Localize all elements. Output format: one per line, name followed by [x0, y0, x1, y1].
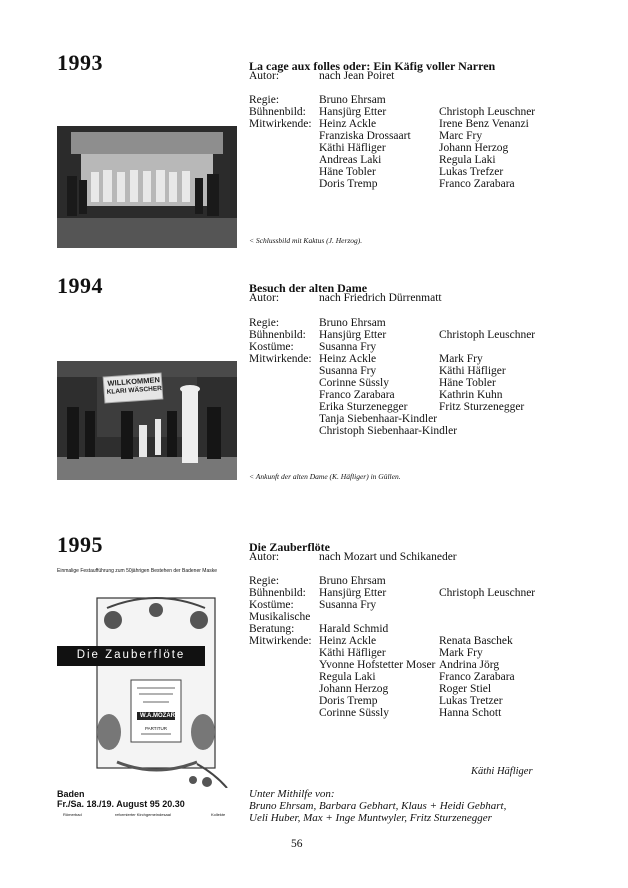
poster-banner-text: Die Zauberflöte: [76, 649, 186, 661]
photo-schlussbild: [57, 126, 237, 248]
cast-name: Johann Herzog: [439, 142, 509, 154]
author-label: Autor:: [249, 292, 280, 304]
cast-name: Franco Zarabara: [319, 389, 395, 401]
banner-line: KLARI WÄSCHER: [106, 385, 163, 396]
banner-line: WILLKOMMEN: [107, 375, 161, 388]
poster-engraving: [57, 592, 237, 788]
cast-name: Doris Tremp: [319, 178, 378, 190]
cast-name: Heinz Ackle: [319, 118, 377, 130]
cast-name: Regula Laki: [439, 154, 496, 166]
photo-alte-dame: [57, 361, 237, 480]
cast-name: Andreas Laki: [319, 154, 382, 166]
role-name: Bruno Ehrsam: [319, 575, 386, 587]
cast-name: Häne Tobler: [439, 377, 496, 389]
page-number: 56: [291, 838, 303, 850]
author-value: nach Friedrich Dürrenmatt: [319, 292, 442, 304]
author-value: nach Mozart und Schikaneder: [319, 551, 457, 563]
cast-name: Heinz Ackle: [319, 635, 377, 647]
role-name: Bruno Ehrsam: [319, 94, 386, 106]
cast-name: Susanna Fry: [319, 365, 377, 377]
year-1993: 1993: [57, 50, 103, 75]
cast-name: Lukas Trefzer: [439, 166, 504, 178]
role-label: Mitwirkende:: [249, 353, 312, 365]
author-signature: Käthi Häfliger: [471, 766, 533, 777]
cast-name: Corinne Süssly: [319, 377, 389, 389]
title-1994: Besuch der alten Dame: [249, 281, 368, 295]
poster-footer-left: Römerbad: [63, 812, 82, 817]
photo-caption: < Ankunft der alten Dame (K. Häfliger) in Güllen.: [249, 472, 401, 481]
role-name: Harald Schmid: [319, 623, 389, 635]
photo-caption: < Schlussbild mit Kaktus (J. Herzog).: [249, 236, 363, 245]
cast-name: Marc Fry: [439, 130, 483, 142]
poster-score-composer-visible: W.A.MOZART: [140, 713, 179, 719]
cast-name: Christoph Leuschner: [439, 106, 536, 118]
role-name: Hansjürg Etter: [319, 587, 387, 599]
cast-name: Christoph Siebenhaar-Kindler: [319, 425, 458, 437]
poster-header: Einmalige Festaufführung zum 50jährigen Bestehen der Badener Maske: [57, 568, 218, 574]
role-label: Bühnenbild:: [249, 587, 306, 599]
role-label: Mitwirkende:: [249, 118, 312, 130]
role-label: Mitwirkende:: [249, 635, 312, 647]
title-1993: La cage aux folles oder: Ein Käfig voller Narren: [249, 59, 496, 73]
cast-name: Christoph Leuschner: [439, 329, 536, 341]
role-name: Hansjürg Etter: [319, 106, 387, 118]
cast-name: Käthi Häfliger: [319, 647, 386, 659]
cast-name: Tanja Siebenhaar-Kindler: [319, 413, 438, 425]
cast-name: Heinz Ackle: [319, 353, 377, 365]
role-label: Musikalische: [249, 611, 311, 623]
role-name: Hansjürg Etter: [319, 329, 387, 341]
helpers-heading: Unter Mithilfe von:: [249, 788, 335, 800]
cast-name: Mark Fry: [439, 647, 483, 659]
year-1995: 1995: [57, 532, 103, 557]
cast-name: Johann Herzog: [319, 683, 389, 695]
role-label: Kostüme:: [249, 341, 294, 353]
year-1994: 1994: [57, 273, 103, 298]
poster-footer-right: Kollekte: [211, 812, 226, 817]
poster-footer-mid: reformierter Kirchgemeindesaal: [115, 812, 171, 817]
author-value: nach Jean Poiret: [319, 70, 395, 82]
cast-name: Franziska Drossaart: [319, 130, 411, 142]
helpers-line: Bruno Ehrsam, Barbara Gebhart, Klaus + Heidi Gebhart,: [249, 800, 507, 812]
poster-date: Fr./Sa. 18./19. August 95 20.30: [57, 799, 185, 809]
cast-name: Kathrin Kuhn: [439, 389, 503, 401]
cast-name: Renata Baschek: [439, 635, 513, 647]
author-label: Autor:: [249, 70, 280, 82]
cast-name: Corinne Süssly: [319, 707, 389, 719]
role-label: Regie:: [249, 94, 280, 106]
cast-name: Mark Fry: [439, 353, 483, 365]
cast-name: Yvonne Hofstetter Moser: [319, 659, 436, 671]
role-label: Beratung:: [249, 623, 295, 635]
cast-name: Christoph Leuschner: [439, 587, 536, 599]
poster-score-label: PARTITUR: [144, 726, 168, 731]
cast-name: Lukas Tretzer: [439, 695, 503, 707]
role-label: Bühnenbild:: [249, 329, 306, 341]
role-name: Susanna Fry: [319, 599, 377, 611]
author-label: Autor:: [249, 551, 280, 563]
cast-name: Regula Laki: [319, 671, 376, 683]
cast-name: Franco Zarabara: [439, 671, 515, 683]
cast-name: Andrina Jörg: [439, 659, 500, 671]
poster-city: Baden: [57, 789, 85, 799]
cast-name: Häne Tobler: [319, 166, 376, 178]
cast-name: Irene Benz Venanzi: [439, 118, 529, 130]
poster-zauberfloete: [57, 568, 237, 820]
cast-name: Hanna Schott: [439, 707, 502, 719]
title-1995: Die Zauberflöte: [249, 540, 330, 554]
cast-name: Fritz Sturzenegger: [439, 401, 525, 413]
cast-name: Franco Zarabara: [439, 178, 515, 190]
role-label: Kostüme:: [249, 599, 294, 611]
cast-name: Käthi Häfliger: [319, 142, 386, 154]
cast-name: Doris Tremp: [319, 695, 378, 707]
role-label: Bühnenbild:: [249, 106, 306, 118]
cast-name: Roger Stiel: [439, 683, 492, 695]
role-name: Susanna Fry: [319, 341, 377, 353]
cast-name: Erika Sturzenegger: [319, 401, 408, 413]
helpers-line: Ueli Huber, Max + Inge Muntwyler, Fritz Sturzenegger: [249, 812, 492, 824]
role-name: Bruno Ehrsam: [319, 317, 386, 329]
cast-name: Käthi Häfliger: [439, 365, 506, 377]
role-label: Regie:: [249, 317, 280, 329]
role-label: Regie:: [249, 575, 280, 587]
